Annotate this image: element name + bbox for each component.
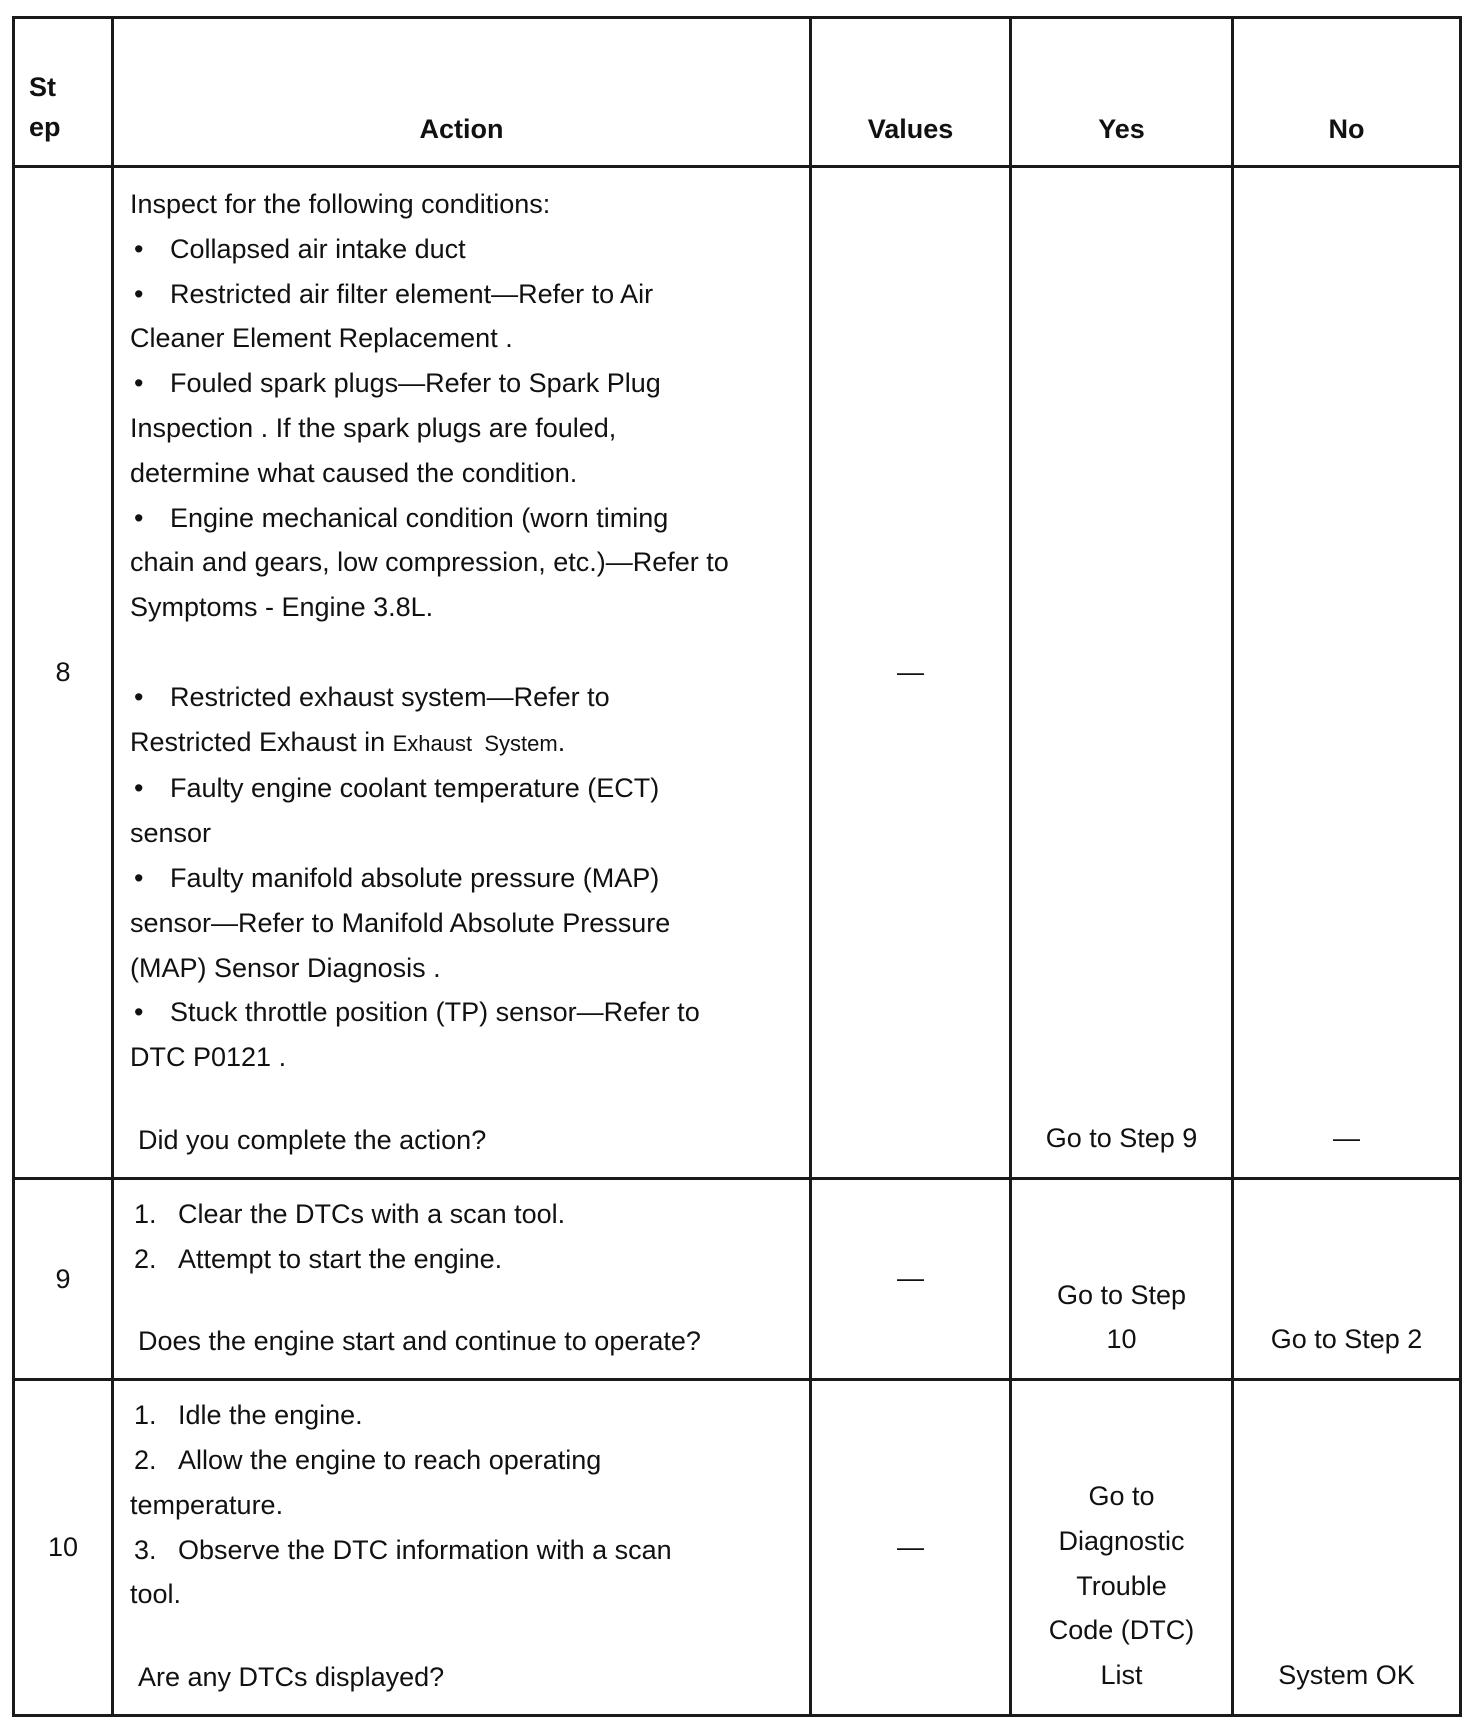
bullet-item [130, 675, 797, 720]
yes-link-line[interactable]: Diagnostic [1058, 1525, 1185, 1556]
bullet-continuation: (MAP) Sensor Diagnosis . [130, 952, 441, 983]
values-cell: — [811, 1178, 1011, 1379]
header-action-label: Action [419, 114, 504, 144]
spacer [130, 1281, 797, 1319]
yes-cell [1011, 1380, 1233, 1716]
bullet-continuation: sensor—Refer to Manifold Absolute Pressure [130, 907, 671, 938]
numbered-step-text: Idle the engine. [178, 1400, 363, 1431]
step-index: 2. [134, 1243, 157, 1274]
no-cell [1233, 167, 1461, 1179]
spacer [130, 630, 797, 675]
numbered-step [130, 1192, 797, 1237]
bullet-continuation: determine what caused the condition. [130, 457, 578, 488]
header-yes-label: Yes [1098, 114, 1145, 144]
bullet-text-end: . [557, 726, 566, 757]
numbered-step [130, 1528, 797, 1573]
action-intro: Inspect for the following conditions: [130, 189, 551, 219]
bullet-glyph: • [134, 997, 144, 1028]
header-no-label: No [1328, 114, 1365, 144]
diagnostic-table-sheet [12, 16, 1459, 1717]
bullet-text: Collapsed air intake duct [170, 233, 466, 264]
spacer [130, 1617, 797, 1655]
header-action [113, 18, 811, 167]
action-question: Does the engine start and continue to operate? [138, 1326, 701, 1357]
bullet-text: Restricted air filter element—Refer to Air [170, 278, 654, 309]
action-cell [113, 1178, 811, 1379]
yes-link-line[interactable]: Go to [1088, 1480, 1155, 1511]
header-step [14, 18, 113, 167]
bullet-item [130, 272, 797, 317]
bullet-item [130, 227, 797, 272]
header-values [811, 18, 1011, 167]
step-number: 10 [14, 1380, 113, 1716]
action-cell [113, 1380, 811, 1716]
bullet-text: Stuck throttle position (TP) sensor—Refer to [170, 997, 700, 1028]
bullet-item [130, 496, 797, 541]
bullet-glyph: • [134, 862, 144, 893]
bullet-continuation: sensor [130, 818, 212, 849]
bullet-glyph: • [134, 681, 144, 712]
step-index: 2. [134, 1444, 157, 1475]
bullet-text: Restricted exhaust system—Refer to [170, 681, 610, 712]
yes-link-line[interactable]: Go to Step [1056, 1279, 1187, 1310]
header-yes [1011, 18, 1233, 167]
values-cell: — [811, 167, 1011, 1179]
bullet-continuation: Symptoms - Engine 3.8L. [130, 592, 434, 623]
no-value: — [1333, 1122, 1360, 1153]
table-row-step-9 [14, 1178, 1461, 1379]
bullet-continuation: Inspection . If the spark plugs are fouled, [130, 412, 617, 443]
yes-link[interactable]: Go to Step 9 [1045, 1122, 1198, 1153]
bullet-text: Fouled spark plugs—Refer to Spark Plug [170, 368, 661, 399]
yes-cell [1011, 167, 1233, 1179]
step-index: 1. [134, 1400, 157, 1431]
action-question: Are any DTCs displayed? [138, 1662, 445, 1693]
diagnostic-table [12, 16, 1462, 1717]
bullet-text: Faulty manifold absolute pressure (MAP) [170, 862, 660, 893]
exhaust-system-link[interactable]: Exhaust System [392, 730, 558, 756]
bullet-item [130, 766, 797, 811]
numbered-step-text: Allow the engine to reach operating [178, 1444, 602, 1475]
no-link[interactable]: Go to Step 2 [1270, 1324, 1423, 1355]
step-index: 1. [134, 1198, 157, 1229]
bullet-text: Faulty engine coolant temperature (ECT) [170, 773, 660, 804]
numbered-step [130, 1237, 797, 1282]
bullet-text: Restricted Exhaust in [130, 726, 393, 757]
action-question: Did you complete the action? [138, 1124, 487, 1155]
no-cell [1233, 1178, 1461, 1379]
bullet-glyph: • [134, 773, 144, 804]
step-number: 8 [14, 167, 113, 1179]
numbered-step-continuation: temperature. [130, 1489, 284, 1520]
yes-link-line[interactable]: List [1100, 1660, 1143, 1691]
numbered-step [130, 1393, 797, 1438]
header-row [14, 18, 1461, 167]
no-value: System OK [1278, 1660, 1415, 1691]
table-row-step-8 [14, 167, 1461, 1179]
header-step-label: St ep [29, 72, 61, 142]
bullet-continuation: DTC P0121 . [130, 1042, 287, 1073]
numbered-step [130, 1438, 797, 1483]
numbered-step-text: Attempt to start the engine. [178, 1243, 503, 1274]
numbered-step-continuation: tool. [130, 1579, 182, 1610]
numbered-step-text: Clear the DTCs with a scan tool. [178, 1198, 566, 1229]
bullet-item [130, 990, 797, 1035]
bullet-item [130, 361, 797, 406]
bullet-glyph: • [134, 278, 144, 309]
header-values-label: Values [867, 114, 954, 144]
bullet-glyph: • [134, 233, 144, 264]
action-cell [113, 167, 811, 1179]
no-cell [1233, 1380, 1461, 1716]
table-row-step-10 [14, 1380, 1461, 1716]
step-number: 9 [14, 1178, 113, 1379]
yes-link-line[interactable]: Code (DTC) [1048, 1615, 1195, 1646]
yes-link-line[interactable]: Trouble [1076, 1570, 1167, 1601]
bullet-continuation: Cleaner Element Replacement . [130, 323, 513, 354]
bullet-glyph: • [134, 368, 144, 399]
numbered-step-text: Observe the DTC information with a scan [178, 1534, 672, 1565]
yes-cell [1011, 1178, 1233, 1379]
bullet-continuation [130, 720, 797, 767]
bullet-continuation: chain and gears, low compression, etc.)—Refer to [130, 547, 729, 578]
values-cell: — [811, 1380, 1011, 1716]
bullet-item [130, 856, 797, 901]
bullet-glyph: • [134, 502, 144, 533]
step-index: 3. [134, 1534, 157, 1565]
header-no [1233, 18, 1461, 167]
yes-link-line[interactable]: 10 [1106, 1324, 1137, 1355]
bullet-text: Engine mechanical condition (worn timing [170, 502, 669, 533]
spacer [130, 1080, 797, 1118]
